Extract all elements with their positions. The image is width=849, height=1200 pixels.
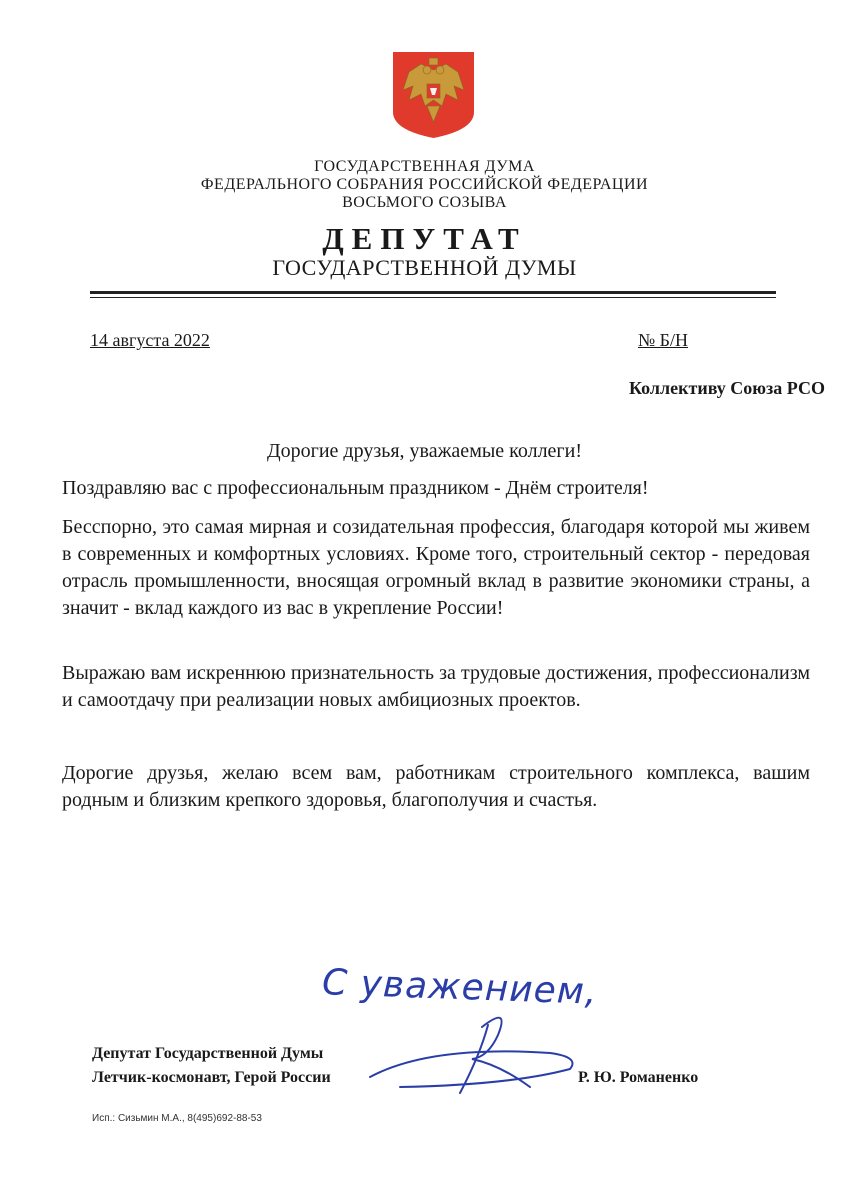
- letter-date: 14 августа 2022: [90, 330, 210, 350]
- executor-info: Исп.: Сизьмин М.А., 8(495)692-88-53: [92, 1113, 262, 1124]
- addressee: Коллективу Союза РСО: [629, 378, 825, 398]
- header-line-1: ГОСУДАРСТВЕННАЯ ДУМА: [314, 158, 535, 175]
- letterhead-title: ДЕПУТАТ: [322, 221, 527, 256]
- signer-position-line-2: Летчик-космонавт, Герой России: [92, 1069, 331, 1086]
- paragraph-2: Бесспорно, это самая мирная и созидательная профессия, благодаря которой мы живем в современных и комфортных условиях. Кроме того, строительный сектор - передовая отрасль промышленности, вносящая огромный вклад в развитие экономики страны, а значит - вклад каждого из вас в укрепление России!: [62, 516, 810, 619]
- letter-number: № Б/Н: [638, 330, 689, 350]
- paragraph-3: Выражаю вам искреннюю признательность за трудовые достижения, профессионализм и самоотдачу при реализации новых амбициозных проектов.: [62, 662, 810, 711]
- paragraph-1: Поздравляю вас с профессиональным праздником - Днём строителя!: [62, 477, 649, 499]
- paragraph-4: Дорогие друзья, желаю всем вам, работникам строительного комплекса, вашим родным и близким крепкого здоровья, благополучия и счастья.: [62, 762, 810, 811]
- header-rule-thin: [90, 297, 776, 298]
- coat-of-arms-icon: [391, 50, 476, 140]
- header-line-2: ФЕДЕРАЛЬНОГО СОБРАНИЯ РОССИЙСКОЙ ФЕДЕРАЦИИ: [200, 176, 649, 193]
- letterhead-subtitle: ГОСУДАРСТВЕННОЙ ДУМЫ: [272, 255, 577, 280]
- header-rule-thick: [90, 291, 776, 294]
- greeting: Дорогие друзья, уважаемые коллеги!: [267, 440, 582, 462]
- signer-name: Р. Ю. Романенко: [578, 1069, 699, 1086]
- handwritten-regards: С уважением,: [321, 962, 599, 1013]
- signer-position-line-1: Депутат Государственной Думы: [92, 1045, 324, 1062]
- header-line-3: ВОСЬМОГО СОЗЫВА: [342, 194, 507, 211]
